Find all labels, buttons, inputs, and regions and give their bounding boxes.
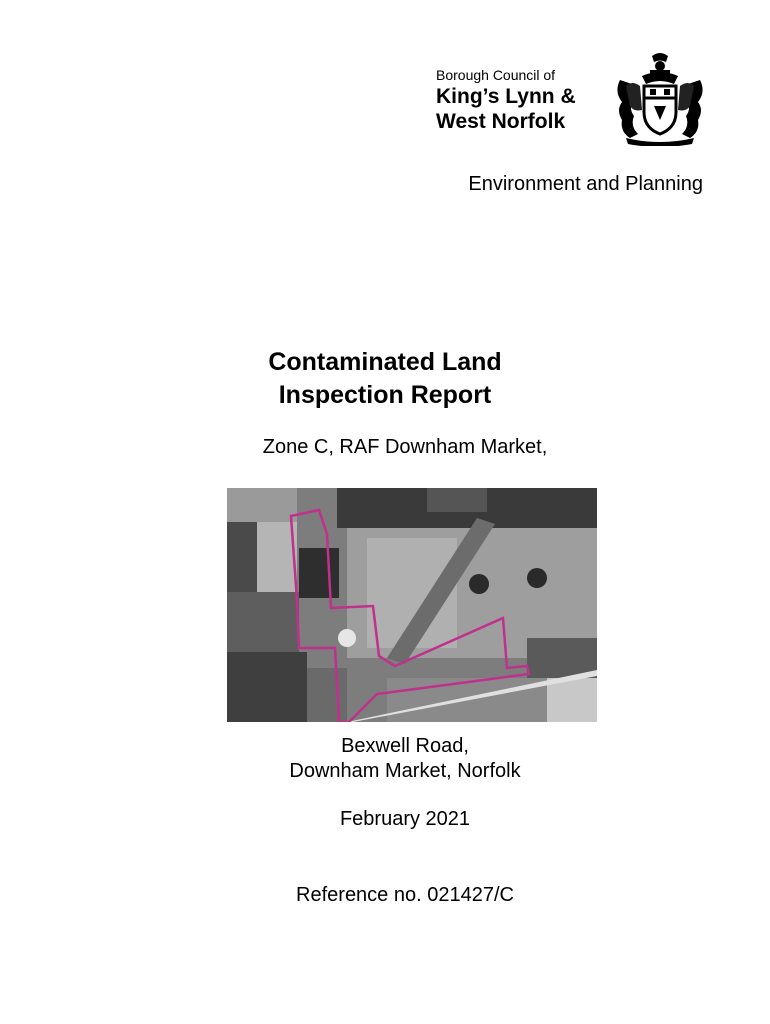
department-name: Environment and Planning bbox=[468, 173, 703, 195]
report-title bbox=[0, 346, 770, 412]
aerial-photograph bbox=[227, 488, 597, 722]
council-name-line2: King’s Lynn & bbox=[436, 85, 576, 108]
report-title-line1: Contaminated Land bbox=[268, 348, 502, 376]
report-title-line2: Inspection Report bbox=[278, 381, 492, 409]
council-name bbox=[436, 66, 606, 134]
site-address bbox=[0, 734, 770, 784]
address-line2: Downham Market, Norfolk bbox=[289, 760, 521, 782]
site-zone: Zone C, RAF Downham Market, bbox=[262, 436, 548, 458]
council-name-line1: Borough Council of bbox=[436, 67, 556, 83]
report-date: February 2021 bbox=[339, 808, 471, 830]
council-name-line3: West Norfolk bbox=[436, 110, 566, 133]
reference-number: Reference no. 021427/C bbox=[296, 884, 514, 906]
address-line1: Bexwell Road, bbox=[341, 735, 469, 757]
coat-of-arms-icon bbox=[612, 50, 708, 146]
